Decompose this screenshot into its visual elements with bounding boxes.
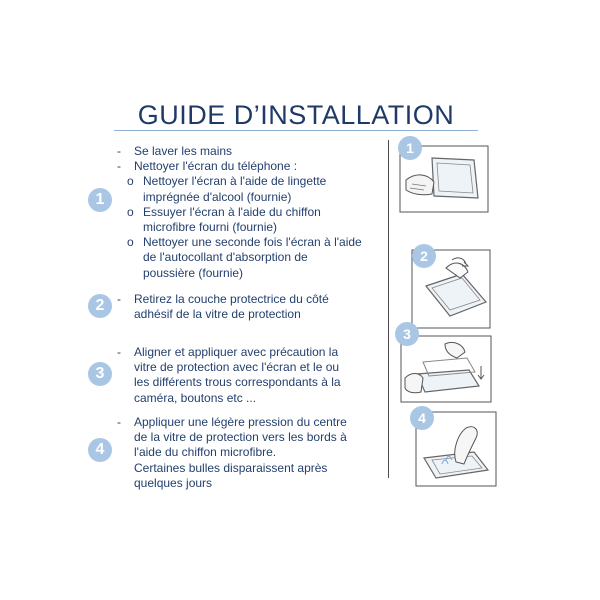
list-item: - Se laver les mains [117, 144, 233, 158]
step-1-badge: 1 [88, 188, 112, 212]
sub-list-item: o Essuyer l'écran à l'aide du chiffon microfibre fourni (fournie) [127, 204, 321, 235]
step-3-text: - Aligner et appliquer avec précaution la vitre de protection avec l'écran et le ou les différents trous correspondants à la caméra, boutons etc ... [117, 345, 341, 405]
step-2-badge: 2 [88, 294, 112, 318]
svg-text:1: 1 [406, 140, 414, 156]
step-2-text: - Retirez la couche protectrice du côté adhésif de la vitre de protection [117, 292, 329, 322]
sub-list-item: o Nettoyer l'écran à l'aide de lingette imprégnée d'alcool (fournie) [127, 174, 327, 204]
svg-text:4: 4 [418, 410, 426, 426]
sub-list-item: o Nettoyer une seconde fois l'écran à l'aide de l'autocollant d'absorption de poussière (fournie) [127, 235, 362, 280]
illustration-4-press-glass [402, 404, 498, 488]
svg-text:3: 3 [403, 326, 411, 342]
step-4-text: - Appliquer une légère pression du centre de la vitre de protection vers les bords à l'aide du chiffon microfibre. Certaines bulles disparaissent après quelques jours [117, 415, 347, 490]
column-divider [388, 140, 389, 478]
page-title: GUIDE D’INSTALLATION [137, 100, 455, 130]
step-4-badge: 4 [88, 438, 112, 462]
illustration-1-wipe-screen [392, 136, 492, 216]
list-item: - Nettoyer l'écran du téléphone : [117, 159, 298, 174]
step-3-badge: 3 [88, 362, 112, 386]
svg-text:2: 2 [420, 248, 428, 264]
illustration-2-peel-film [402, 244, 492, 330]
title-underline [114, 130, 478, 131]
illustration-3-align-glass [393, 322, 493, 406]
step-1-text [117, 144, 379, 281]
